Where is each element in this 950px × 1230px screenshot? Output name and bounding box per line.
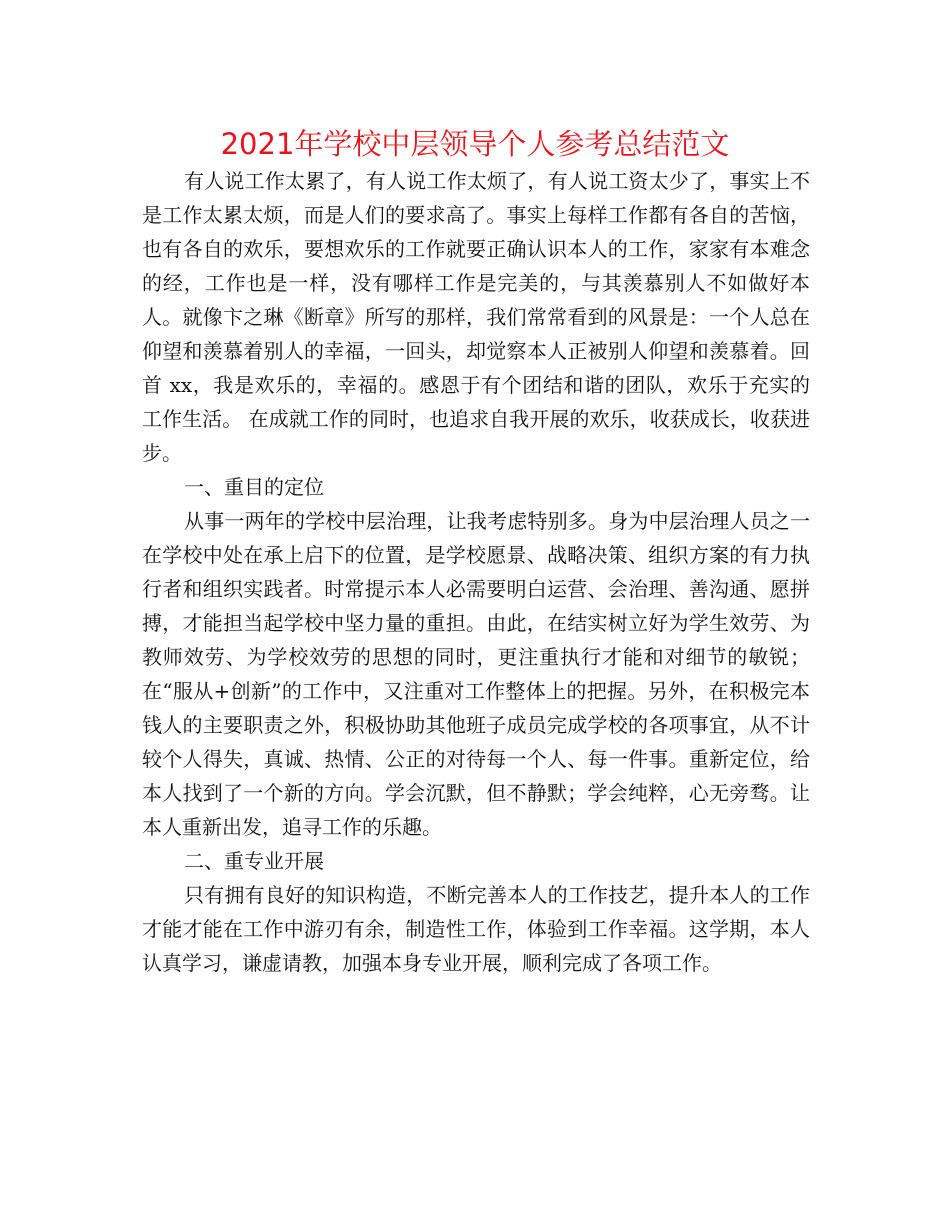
document-body xyxy=(142,164,810,980)
paragraph-section-1: 从事一两年的学校中层治理，让我考虑特别多。身为中层治理人员之一在学校中处在承上启下的位置，是学校愿景、战略决策、组织方案的有力执行者和组织实践者。时常提示本人必需要明白运营、会治理、善沟通、愿拼搏，才能担当起学校中坚力量的重担。由此，在结实树立好为学生效劳、为教师效劳、为学校效劳的思想的同时，更注重执行才能和对细节的敏锐；在“服从+创新”的工作中，又注重对工作整体上的把握。另外，在积极完本钱人的主要职责之外，积极协助其他班子成员完成学校的各项事宜，从不计较个人得失，真诚、热情、公正的对待每一个人、每一件事。重新定位，给本人找到了一个新的方向。学会沉默，但不静默；学会纯粹，心无旁骛。让本人重新出发，追寻工作的乐趣。 xyxy=(142,509,810,839)
paragraph-section-2: 只有拥有良好的知识构造，不断完善本人的工作技艺，提升本人的工作才能才能在工作中游刃有余，制造性工作，体验到工作幸福。这学期，本人认真学习，谦虚请教，加强本身专业开展，顺利完成了各项工作。 xyxy=(142,883,810,975)
paragraph-intro: 有人说工作太累了，有人说工作太烦了，有人说工资太少了，事实上不是工作太累太烦，而是人们的要求高了。事实上每样工作都有各自的苦恼，也有各自的欢乐，要想欢乐的工作就要正确认识本人的工作，家家有本难念的经，工作也是一样，没有哪样工作是完美的，与其羡慕别人不如做好本人。就像卞之琳《断章》所写的那样，我们常常看到的风景是：一个人总在仰望和羡慕着别人的幸福，一回头，却觉察本人正被别人仰望和羡慕着。回首 xx，我是欢乐的，幸福的。感恩于有个团结和谐的团队，欢乐于充实的工作生活。 在成就工作的同时，也追求自我开展的欢乐，收获成长，收获进步。 xyxy=(142,169,810,465)
section-heading-1: 一、重目的定位 xyxy=(184,475,324,499)
section-heading-2: 二、重专业开展 xyxy=(184,849,324,873)
document-title: 2021年学校中层领导个人参考总结范文 xyxy=(220,127,730,161)
